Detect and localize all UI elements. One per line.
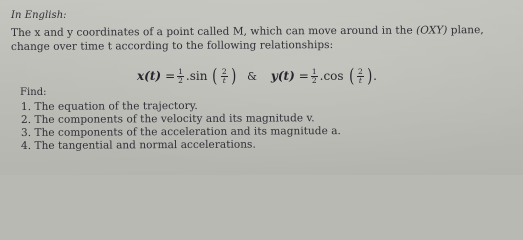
sin-function: sin [189, 69, 208, 83]
dot-x: . [185, 69, 190, 83]
plane-name: (OXY) [416, 24, 448, 37]
task-item-2: 2. The components of the velocity and its magnitude v. [20, 112, 315, 126]
conjunction: & [247, 69, 257, 83]
fraction-arg-x: $\frac{2}{t}$ [221, 66, 227, 85]
fraction-half-y: $\frac{1}{2}$ [311, 66, 317, 85]
left-paren-y: ( [348, 64, 354, 87]
paragraph-line-1 [11, 24, 484, 39]
dot-y: . [319, 69, 324, 83]
task-item-3: 3. The components of the acceleration and its magnitude a. [20, 125, 341, 139]
task-item-1: 1. The equation of the trajectory. [20, 99, 198, 113]
right-paren-x: ) [230, 64, 236, 87]
left-paren-x: ( [212, 64, 218, 87]
paragraph-line-1-end: plane, [447, 24, 484, 37]
formula-end: . [373, 69, 377, 83]
cos-function: cos [323, 69, 344, 83]
right-paren-y: ) [366, 64, 373, 87]
heading: In English: [11, 10, 67, 21]
fraction-arg-y: $\frac{2}{t}$ [357, 66, 363, 85]
paragraph-line-2: change over time t according to the following relationships: [10, 39, 334, 53]
task-item-4: 4. The tangential and normal accelerations. [20, 138, 256, 152]
y-of-t: y(t) [270, 69, 295, 83]
fraction-half-x: $\frac{1}{2}$ [178, 66, 183, 85]
equals-sign-x: = [165, 69, 176, 83]
formula [137, 64, 377, 88]
x-of-t: x(t) [137, 69, 162, 83]
paragraph-line-1-start: The x and y coordinates of a point called M, which can move around in the [10, 24, 417, 39]
equals-sign-y: = [298, 69, 309, 83]
find-label: Find: [20, 87, 47, 98]
